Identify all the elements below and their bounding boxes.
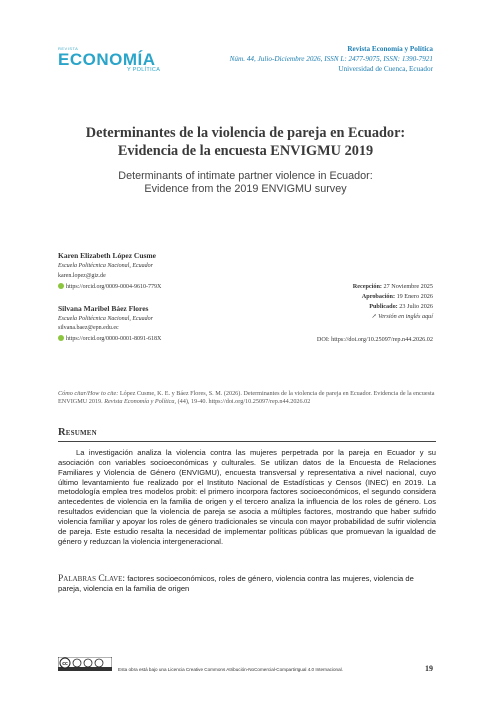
cc-license-badge[interactable] xyxy=(58,657,112,671)
author-1-orcid-link[interactable]: https://orcid.org/0009-0004-9610-779X xyxy=(66,284,162,290)
journal-logo xyxy=(58,48,168,74)
title-en-line-2: Evidence from the 2019 ENVIGMU survey xyxy=(144,183,347,195)
english-version-text[interactable]: Versión en inglés aquí xyxy=(378,313,433,320)
author-2-orcid[interactable] xyxy=(58,335,161,342)
nc-icon xyxy=(84,659,92,667)
author-2-orcid-link[interactable]: https://orcid.org/0000-0001-8091-618X xyxy=(66,336,162,342)
link-icon: ↗ xyxy=(371,313,377,320)
received-label: Recepción: xyxy=(352,283,382,290)
abstract-divider xyxy=(58,441,436,442)
author-1-email[interactable]: karen.lopez@giz.de xyxy=(58,273,106,279)
abstract-body: La investigación analiza la violencia contra las mujeres perpetrada por la pareja en Ecuador y su asociación con variables socioeconómicas y culturales. Se utilizan datos de la Encuesta de Relaciones Familiares y Violencia de Género (ENVIGMU), encuesta transversal y representativa a nivel nacional, cuyo último levantamiento fue realizado por el Instituto Nacional de Estadísticas y Censos (INEC) en 2019. La metodología emplea tres modelos probit: el primero incorpora factores socioeconómicos, el segundo considera antecedentes de violencia en la familia de origen y el tercero analiza la influencia de los roles de género. Los resultados evidencian que la violencia de pareja se asocia a múltiples factores, mostrando que haber sufrido violencia familiar y apoyar los roles de género tradicionales se vincula con mayor probabilidad de sufrir violencia de pareja. Este estudio resalta la necesidad de implementar políticas públicas que promuevan la igualdad de género y reduzcan la violencia intergeneracional. xyxy=(58,448,436,546)
cite-label: Cómo citar/How to cite: xyxy=(58,390,119,397)
author-1-affiliation: Escuela Politécnica Nacional, Ecuador xyxy=(58,263,153,269)
received-value: 27 Noviembre 2025 xyxy=(383,283,433,290)
orcid-icon xyxy=(58,335,64,341)
license-text[interactable]: Esta obra está bajo una Licencia Creative Commons Atribución-NoComercial-CompartirIgual 4.0 Internacional. xyxy=(118,667,343,672)
journal-university: Universidad de Cuenca, Ecuador xyxy=(338,65,433,73)
approved-date xyxy=(362,293,433,300)
logo-main-text: ECONOMÍA xyxy=(58,50,156,69)
author-1-orcid[interactable] xyxy=(58,283,161,290)
approved-value: 19 Enero 2026 xyxy=(396,293,433,300)
keywords-label: Palabras Clave: xyxy=(58,574,126,584)
author-2-email[interactable]: silvana.baez@epn.edu.ec xyxy=(58,325,119,331)
orcid-icon xyxy=(58,283,64,289)
published-label: Publicado: xyxy=(369,303,398,310)
title-es-line-1: Determinantes de la violencia de pareja en Ecuador: xyxy=(85,125,406,141)
abstract-heading: Resumen xyxy=(58,427,97,438)
english-version-link[interactable] xyxy=(371,313,433,320)
published-date xyxy=(369,303,433,310)
logo-sub-text: Y POLÍTICA xyxy=(127,67,161,73)
article-title-spanish xyxy=(40,125,451,160)
cite-journal: Revista Economía y Política, xyxy=(104,398,177,405)
published-value: 23 Julio 2026 xyxy=(399,303,433,310)
author-2-affiliation: Escuela Politécnica Nacional, Ecuador xyxy=(58,316,153,322)
keywords-text: factores socioeconómicos, roles de género, violencia contra las mujeres, violencia de pareja, violencia en la familia de origen xyxy=(58,574,414,593)
by-icon xyxy=(73,659,81,667)
title-es-line-2: Evidencia de la encuesta ENVIGMU 2019 xyxy=(117,142,374,159)
author-2-name: Silvana Maribel Báez Flores xyxy=(58,304,149,313)
how-to-cite xyxy=(58,390,436,406)
journal-title: Revista Economía y Política xyxy=(347,45,433,53)
keywords xyxy=(58,574,436,594)
page-number: 19 xyxy=(425,664,433,673)
title-en-line-1: Determinants of intimate partner violence in Ecuador: xyxy=(118,170,373,182)
logo-small-text: REVISTA xyxy=(58,46,79,51)
cite-text-1: López Cusme, K. E. y Báez Flores, S. M. (2026). Determinantes de la violencia de pareja en Ecuador. Evidencia de la encuesta ENVIGMU 2019. xyxy=(58,390,435,405)
author-1-name: Karen Elizabeth López Cusme xyxy=(58,251,156,260)
article-title-english xyxy=(40,170,451,196)
sa-icon xyxy=(95,659,103,667)
journal-issue: Núm. 44, Julio-Diciembre 2026, ISSN L: 2477-9075, ISSN: 1390-7921 xyxy=(229,55,433,63)
received-date xyxy=(353,283,433,290)
cite-text-2: (44), 19-40. https://doi.org/10.25097/rep.n44.2026.02 xyxy=(176,398,311,405)
approved-label: Aprobación: xyxy=(361,293,396,300)
doi[interactable]: DOI: https://doi.org/10.25097/rep.n44.2026.02 xyxy=(316,336,433,343)
cc-text: cc xyxy=(62,661,68,667)
